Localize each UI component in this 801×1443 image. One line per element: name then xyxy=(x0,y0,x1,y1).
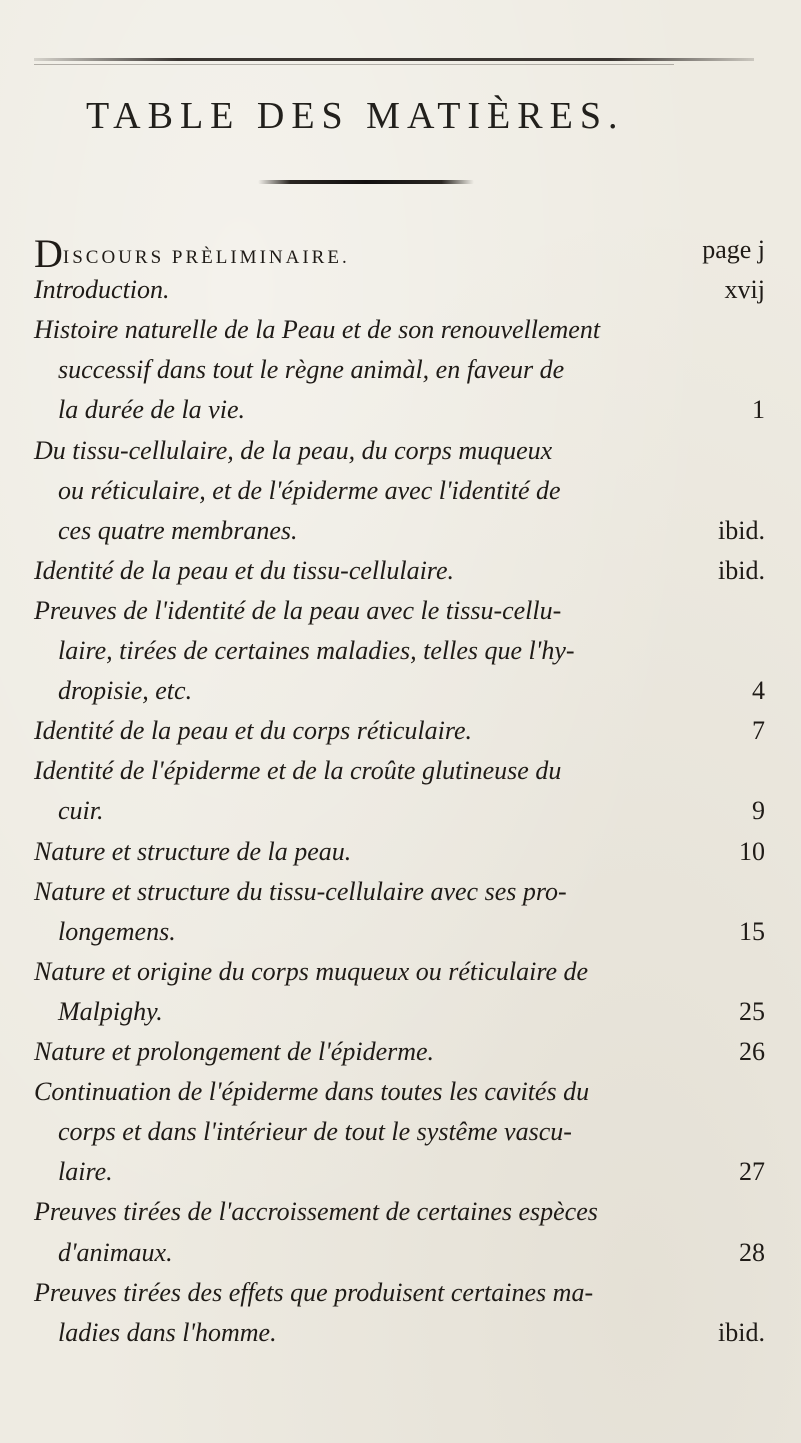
toc-line xyxy=(0,591,801,631)
toc-entry-text: Nature et structure de la peau. xyxy=(34,836,352,866)
toc-entry-text: Malpighy. xyxy=(58,996,163,1026)
toc-entry-text: cuir. xyxy=(58,796,104,826)
toc-line xyxy=(0,1152,801,1192)
toc-line xyxy=(0,431,801,471)
toc-line xyxy=(0,711,801,751)
toc-entry-text: Identité de la peau et du corps réticulaire. xyxy=(34,716,473,746)
toc-page-number: 7 xyxy=(752,716,765,746)
toc-line xyxy=(0,631,801,671)
toc-entry-text: successif dans tout le règne animàl, en faveur de xyxy=(58,355,565,385)
toc-line xyxy=(0,1233,801,1273)
toc-line xyxy=(0,912,801,952)
toc-page-number: xvij xyxy=(724,275,765,305)
toc-line xyxy=(0,1273,801,1313)
toc-line xyxy=(0,1192,801,1232)
toc-entry-text: laire, tirées de certaines maladies, telles que l'hy- xyxy=(58,636,575,665)
toc-page-number: 9 xyxy=(752,796,765,826)
toc-entry-text: laire. xyxy=(58,1157,113,1187)
toc-page-number: 25 xyxy=(739,996,765,1026)
toc-entry-text: Nature et origine du corps muqueux ou réticulaire de xyxy=(34,956,589,986)
toc-page-number: ibid. xyxy=(718,555,765,585)
toc-entry-text: ces quatre membranes. xyxy=(58,515,298,545)
toc-line xyxy=(0,992,801,1032)
toc-page-number: page j xyxy=(702,235,765,264)
toc-page-number: 28 xyxy=(739,1237,765,1267)
toc-page-number: 15 xyxy=(739,916,765,946)
toc-entry-text: Nature et prolongement de l'épiderme. xyxy=(34,1037,435,1066)
toc-entry-text: ladies dans l'homme. xyxy=(58,1317,277,1347)
toc-line xyxy=(0,791,801,831)
toc-line xyxy=(0,751,801,791)
toc-entry-text: Nature et structure du tissu-cellulaire avec ses pro- xyxy=(34,876,567,906)
toc-line xyxy=(0,390,801,430)
toc-entry-text: corps et dans l'intérieur de tout le systême vascu- xyxy=(58,1117,572,1147)
toc-entry-text: Preuves tirées de l'accroissement de certaines espèces xyxy=(34,1197,598,1227)
page-title: TABLE DES MATIÈRES. xyxy=(86,95,625,137)
toc-page-number: ibid. xyxy=(718,1317,765,1347)
toc-line xyxy=(0,952,801,992)
toc-page-number: 10 xyxy=(739,836,765,866)
toc-line xyxy=(0,310,801,350)
toc-entry-text: DISCOURS PRÈLIMINAIRE. xyxy=(34,231,350,276)
toc-entry-text: Preuves de l'identité de la peau avec le tissu-cellu- xyxy=(34,595,562,625)
toc-line xyxy=(0,1313,801,1353)
toc-page-number: ibid. xyxy=(718,515,765,545)
toc-entry-text: Du tissu-cellulaire, de la peau, du corps muqueux xyxy=(34,435,553,465)
toc-entry-text: longemens. xyxy=(58,916,176,946)
toc-line xyxy=(0,350,801,390)
toc-entry-text: Introduction. xyxy=(34,275,170,305)
toc-line xyxy=(0,511,801,551)
toc-entry-text: Preuves tirées des effets que produisent certaines ma- xyxy=(34,1277,594,1307)
toc-entry-text: la durée de la vie. xyxy=(58,395,245,425)
toc-entry-text: Continuation de l'épiderme dans toutes les cavités du xyxy=(34,1077,590,1107)
toc-entry-text: Identité de la peau et du tissu-cellulaire. xyxy=(34,555,454,585)
toc-line xyxy=(0,270,801,310)
toc-line xyxy=(0,1112,801,1152)
toc-entry-text: Identité de l'épiderme et de la croûte glutineuse du xyxy=(34,756,562,786)
toc-line xyxy=(0,832,801,872)
toc-entry-text: dropisie, etc. xyxy=(58,676,193,706)
toc-page-number: 26 xyxy=(739,1037,765,1066)
toc-line xyxy=(0,671,801,711)
toc-line xyxy=(0,551,801,591)
toc-line xyxy=(0,872,801,912)
toc-page-number: 27 xyxy=(739,1157,765,1187)
toc-entry-text: ou réticulaire, et de l'épiderme avec l'identité de xyxy=(58,475,561,505)
toc-line xyxy=(0,1072,801,1112)
toc-line xyxy=(0,471,801,511)
toc-line xyxy=(0,1032,801,1072)
toc-page-number: 4 xyxy=(752,676,765,706)
toc-entry-text: Histoire naturelle de la Peau et de son renouvellement xyxy=(34,315,601,345)
toc-page-number: 1 xyxy=(752,395,765,425)
toc-entry-text: d'animaux. xyxy=(58,1237,173,1267)
toc-line xyxy=(0,230,801,276)
